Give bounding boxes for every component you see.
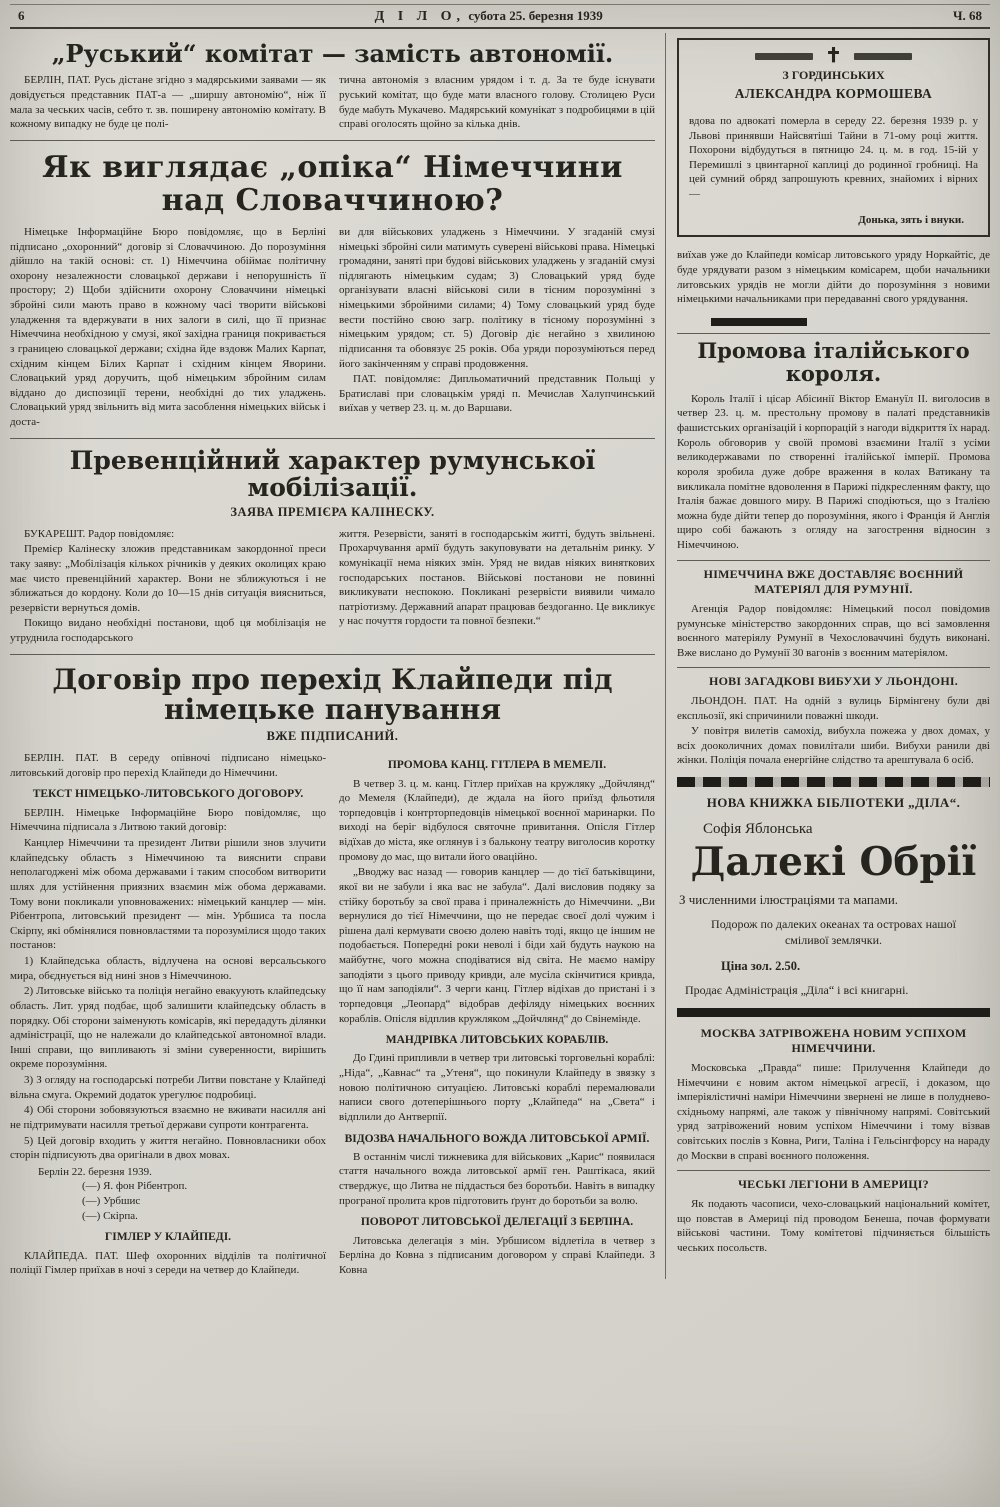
obituary-header: [689, 46, 978, 66]
article-paragraph: В четвер 3. ц. м. канц. Гітлер приїхав на кружляку „Дойчлянд“ до Мемеля (Клайпеди), де ждала на його приїзд фльотиля торпедовців і контрторпедовців німецької воєнної маринарки. По виході на беріг відбулося святочне привитання. Опісля Гітлер відїхав до міста, яке оглянув і з балькону театру виголосив коротку промову до мас, що витали його оваційно.: [339, 777, 655, 863]
article-subhead: ГІМЛЕР У КЛАЙПЕДІ.: [104, 1231, 232, 1244]
ink-smudge: [711, 318, 807, 326]
column-1: [10, 73, 326, 133]
article-columns: [10, 527, 655, 647]
column-2: [339, 527, 655, 647]
article-paragraph: Німецьке Інформаційне Бюро повідомляє, що в Берліні підписано „охоронний“ договір зі Словаччиною. До порозуміння дійшло на такій основі: ст. 1) Німеччина обіймає політичну охорону незалежности словацької держави і непорушність її простору; 2) Щоби здійснити охорону Словаччини німецькі збройні сили мають право в кожному часі творити військові уладження та вдержувати в них залоги в силі, що її признає Німеччина необхідною у смузі, якої західна границя покривається з границею словацької держави; східна йде вздовж Малих Карпат, східним кінцем Білих Карпат і східним кінцем Яворини. Словацький уряд доручить, щоб німецьким збройним силам віддано до диспозиції терени, необхідні до тих уладжень. Словацький уряд звільнить від мита засоблення німецьких військ і доста-: [10, 225, 326, 429]
article-subhead: ВІДОЗВА НАЧАЛЬНОГО ВОЖДА ЛИТОВСЬКОЇ АРМІЇ.: [344, 1132, 650, 1145]
ad-book-title: Далекі Обрії: [690, 839, 977, 886]
signature-line: (—) Скірпа.: [82, 1209, 138, 1222]
article-paragraph: Король Італії і цісар Абісинії Віктор Емануїл II. виголосив в четвер 23. ц. м. престольну промову в палаті представників фашистських організацій і корпорацій з нагоди відкриття їх нарад. Король обговорив у своїй промові взаємини Італії з усіми великодержавами по створенні італійської імперії. Промова короля зробила дуже добре враження в колах Ватикану та викликала помітне вдоволення в Парижі підкресленням факту, що Італія бажає довшого миру. В Парижі сподіються, що з Італією можна буде дійти тепер до порозуміння, якого і Франція й Англія щиро собі бажають з огляду на загострення відносин з Німеччиною.: [677, 392, 990, 552]
article-paragraph: Канцлер Німеччини та президент Литви рішили знов злучити клайпедську область з Німеччиною та вияснити справи неполагоджені між обома державами і таким способом витворити шлях для устійнення приязних взаємин між обома державами. Тому вони покликали уповноважених: німецький канцлер — мін. Рібентропа, литовський президент — мін. Урбшиса та посла Скірпу, які обмінялися повновластями та порозумілися щодо таких постанов:: [10, 837, 326, 952]
ad-seller: Продає Адміністрація „Діла“ і всі книгарні.: [685, 982, 909, 997]
ink-smudge: [677, 777, 990, 787]
article-ruskyi-komitat: [10, 41, 655, 133]
obituary-notice: [677, 38, 990, 237]
article-subhead: ПРОМОВА КАНЦ. ГІТЛЕРА В МЕМЕЛІ.: [387, 759, 607, 772]
ink-smudge: [755, 53, 813, 60]
article-paragraph: Агенція Радор повідомляє: Німецький посол повідомив румунське міністерство закордонних справ, що всі замовлення воєнного матеріялу Румунії в Чехословаччині будуть виконані. Вже вислано до Румунії 30 вагонів з воєнним матеріялом.: [677, 602, 990, 659]
signature-line: (—) Урбшис: [82, 1195, 141, 1208]
article-title: Превенційний характер румунської мобілізації.: [69, 445, 596, 503]
column-2: [339, 225, 655, 431]
section-divider: [677, 667, 990, 668]
ad-price: Ціна зол. 2.50.: [721, 959, 801, 974]
obituary-name: АЛЕКСАНДРА КОРМОШЕВА: [734, 85, 933, 101]
article-paragraph: 1) Клайпедська область, відлучена на основі версальського мира, обєднується від нині знов з Німеччиною.: [10, 955, 326, 982]
ink-smudge: [854, 53, 912, 60]
issue-number: Ч. 68: [952, 8, 982, 23]
article-moscow-alarmed: [677, 1026, 990, 1164]
article-title: Договір про перехід Клайпеди під німецьке панування: [52, 662, 613, 727]
article-paragraph: „Вводжу вас назад — говорив канцлер — до тієї батьківщини, якої ви не забули і яка вас не забула“. Далі висловив подяку за стійку боротьбу за свої права і приналежність до Німеччини. „Ви вернулися до тієї Німеччини, що не передає своєї долі чужим і рішена далі кермувати своєю долею навіть тоді, якщо це іншим не подобається. Попередні роки неволі і біди хай будуть наукою на майбутнє, чого можна сподіватися від світа. Не маємо наміру заподіяти з цього приводу кривди, але мусіла скінчитися кривда, що її нам заподіяли“. З черги канц. Гітлер відіхав до пристані і з торпедовця „Леопард“ відобрав дефіляду німецьких воєнних кораблів. Опісля відплив кружляком „Дойчлянд“ до Свінемінде.: [339, 866, 655, 1025]
article-paragraph: 3) З огляду на господарські потреби Литви повстане у Клайпеді вільна смуга. Окремий додаток урегулює подробиці.: [10, 1074, 326, 1101]
column-2: [339, 751, 655, 1279]
article-subtitle: ВЖЕ ПІДПИСАНИЙ.: [266, 729, 399, 744]
article-title: Промова італійського короля.: [697, 337, 970, 387]
newspaper-title: [375, 8, 603, 25]
signature-line: (—) Я. фон Рібентроп.: [82, 1180, 188, 1193]
newspaper-date: субота 25. березня 1939: [468, 8, 603, 23]
article-mobilizatsia-rumunii: [10, 447, 655, 647]
section-divider: [677, 560, 990, 561]
article-paragraph: ви для військових уладжень з Німеччини. У згаданій смузі німецькі збройні сили матимуть суверені військові права. Німецькі громадяни, заняті при будові військових уладжень у згаданій смузі підлягають німецьким судам; 3) Словацький уряд буде організувати власні військові сили в тісним порозумінні з німецькими збройними силами; 4) Тому словацький уряд буде вести постійно свою загр. політику в тісному порозумінні з німецьким урядом; ст. 5) Договір діє негайно з хвилиною підписання та обовязує 25 років. Оба уряди порозуміються перед його закінченням у справі продовження.: [339, 225, 655, 370]
article-paragraph: В останнім числі тижневика для військових „Карис“ появилася стаття начального вожда литовської армії ген. Раштікаса, який стверджує, що Литва не піддасться без боротьби. Навіть в випадку програної пролита кров підготовить ґрунт до боротьби за волю.: [339, 1150, 655, 1207]
section-divider: [677, 1170, 990, 1171]
article-subhead: ПОВОРОТ ЛИТОВСЬКОЇ ДЕЛЕГАЦІЇ З БЕРЛІНА.: [360, 1216, 634, 1229]
section-divider: [10, 654, 655, 655]
column-1: [10, 527, 326, 647]
article-paragraph: БЕРЛІН. ПАТ. В середу опівночі підписано німецько-литовський договір про перехід Клайпеди до Німеччини.: [10, 752, 326, 779]
article-paragraph: ПАТ. повідомляє: Дипльоматичний представник Польщі у Братиславі при словацькім уряді п. Мечислав Халупчинський виїхав у четвер 23. ц. м. до Варшави.: [339, 373, 655, 415]
article-paragraph: БЕРЛІН, ПАТ. Русь дістане згідно з мадярськими заявами — як довідується представник ПАТ-а — „ширшу автономію“, ніж її мала за чеських часів, себто т. зв. поширену автономію комітату. В кожному випадку не буде це полі-: [10, 74, 326, 131]
section-divider: [10, 438, 655, 439]
article-paragraph: КЛАЙПЕДА. ПАТ. Шеф охоронних відділів та політичної поліції Гімлер приїхав в ночі з середи на четвер до Клайпеди.: [10, 1249, 326, 1277]
obituary-family: З ГОРДИНСЬКИХ: [782, 68, 885, 82]
article-title: „Руський“ комітат — замість автономії.: [51, 39, 614, 68]
article-dateline: Берлін 22. березня 1939.: [38, 1165, 152, 1178]
ink-smudge: [677, 1008, 990, 1017]
article-title: НІМЕЧЧИНА ВЖЕ ДОСТАВЛЯЄ ВОЄННИЙ МАТЕРІЯЛ ДЛЯ РУМУНІЇ.: [703, 566, 964, 597]
article-paragraph: Литовська делегація з мін. Урбшисом відлетіла в четвер з Берліна до Ковна з підписаним договором у справі Клайпеди. З Ковна: [339, 1234, 655, 1276]
article-subtitle: ЗАЯВА ПРЕМІЄРА КАЛІНЕСКУ.: [230, 504, 435, 519]
left-section: [10, 33, 665, 1279]
article-romania-material: [677, 567, 990, 661]
article-title: НОВІ ЗАГАДКОВІ ВИБУХИ У ЛЬОНДОНІ.: [709, 674, 958, 689]
ad-kicker: НОВА КНИЖКА БІБЛІОТЕКИ „ДІЛА“.: [706, 795, 961, 811]
column-2: [339, 73, 655, 133]
article-czech-legions: [677, 1177, 990, 1255]
article-italy-speech: [677, 339, 990, 553]
article-paragraph: БЕРЛІН. Німецьке Інформаційне Бюро повідомляє, що Німеччина підписала з Литвою такий договір:: [10, 806, 326, 834]
column-1: [10, 751, 326, 1279]
article-columns: [10, 73, 655, 133]
article-title: МОСКВА ЗАТРІВОЖЕНА НОВИМ УСПІХОМ НІМЕЧЧИНИ.: [700, 1025, 967, 1056]
article-paragraph: ЛЬОНДОН. ПАТ. На одній з вулиць Бірмінгену були дві експльозії, які спричинили поважні шкоди.: [677, 694, 990, 722]
ad-description: Подорож по далеких океанах та островах нашої сміливої землячки.: [711, 916, 956, 948]
page-content: [10, 33, 990, 1279]
column-1: [10, 225, 326, 431]
section-divider: [677, 333, 990, 334]
article-paragraph: Покищо видано необхідні постанови, щоб ця мобілізація не утруднила господарського: [10, 617, 326, 645]
ad-subtitle: З численними ілюстраціями та мапами.: [679, 892, 899, 908]
page-number: 6: [18, 8, 25, 23]
article-paragraph: 2) Литовське військо та поліція негайно евакуують клайпедську область. Лит. уряд подбає, щоб залишити клайпедську область в порядку. Обі сторони заіменують комісарів, які передадуть ділянки адміністрації, що не належали до клайпедської автономної влади. Інші справи, що випливають зі зміни суверенности, вирішить окреме порозуміння.: [10, 985, 326, 1071]
article-columns: [10, 225, 655, 431]
article-opika-slovachchyna: [10, 151, 655, 431]
article-title: ЧЕСЬКІ ЛЕГІОНИ В АМЕРИЦІ?: [738, 1177, 929, 1192]
article-columns: [10, 751, 655, 1279]
article-paragraph: Премієр Калінеску зложив представникам закордонної преси таку заяву: „Мобілізація кількох річників у деяких околицях краю має чисто превенційний характер. Вони не зближуються і не зближаться до кордону. Коли до 10—15 днів ситуація виясниться, резервісти вернуться домів.: [10, 543, 326, 614]
article-paragraph: 4) Обі сторони зобовязуються взаємно не вживати насилля ані не підтримувати насилля третьої держави супроти контрагента.: [10, 1104, 326, 1131]
article-paragraph: Як подають часописи, чехо-словацький національний комітет, що повстав в Америці під проводом Бенеша, почав формувати військові частини. Тому комітетові підчиняється більшість чеських посольств.: [677, 1197, 990, 1254]
article-paragraph: Московська „Правда“ пише: Прилучення Клайпеди до Німеччини є новим актом німецької агресії, і доказом, що імперіялістичні наміри Німеччини звернені не лише в полуднево-східньому напрямі, але також у північному напрямі. Совітський уряд затрівожений новим успіхом Німеччини і тому візвав совітських послів з Ковна, Риги, Таліна і Гельсінгфорсу на нараду до Москви в справі воєнного положення.: [677, 1061, 990, 1162]
article-london-explosions: [677, 674, 990, 768]
article-paragraph: 5) Цей договір входить у життя негайно. Повновласники обох сторін підписують два оригінали в двох мовах.: [10, 1134, 326, 1162]
section-divider: [10, 140, 655, 141]
obituary-signature: Донька, зять і внуки.: [858, 213, 964, 226]
obituary-text: вдова по адвокаті померла в середу 22. березня 1939 р. у Львові принявши Найсвятіші Тайни в 71-ому році життя. Похорони відбудуться в пятницю 24. ц. м. в год. 15-ій у Перемишлі з цвинтарної каплиці до родинної гробниці. На цей сумний обряд запрошують кревних, знайомих і вірних —: [689, 114, 978, 201]
article-subhead: МАНДРІВКА ЛИТОВСЬКИХ КОРАБЛІВ.: [385, 1034, 609, 1047]
article-paragraph: До Гдині припливли в четвер три литовські торговельні кораблі: „Ніда“, „Кавнас“ та „Утеня“, що покинули Клайпеду в звязку з новою політичною ситуацією. Литовські кораблі перемалювали написи свого дотеперішнього порту „Клайпеда“ на „Света“ і відплили до Антверпії.: [339, 1052, 655, 1123]
article-klaipeda-dohovir: [10, 662, 655, 1279]
continuation-paragraph: виїхав уже до Клайпеди комісар литовського уряду Норкайтіс, де буде урядувати разом з німецьким комісарем, щоби начальники литовських урядів не могли дійти до порозуміння з новими німецькими начальниками при передаванні свого урядування.: [677, 249, 990, 306]
article-subhead: ТЕКСТ НІМЕЦЬКО-ЛИТОВСЬКОГО ДОГОВОРУ.: [32, 788, 304, 801]
article-paragraph: тична автономія з власним урядом і т. д. За те буде існувати руський комітат, що буде мати власного голову. Столицею Руси буде мабуть Мукачево. Мадярський комунікат з подробицями в цій справі оголосять щойно за кілька днів.: [339, 74, 655, 131]
right-column: [665, 33, 990, 1279]
newspaper-name: Д І Л О,: [374, 9, 466, 24]
article-paragraph: життя. Резервісти, заняті в господарськім житті, будуть звільнені. Прохарчування армії будуть закуповувати на детальнім ринку. У комунікації нема ніяких змін. Уряд не видав ніяких виняткових господарських постанов. Військові постанови не повинні викликувати неспокою. Покликані резервісти виявили чимало патріотизму. Державний апарат працював бездоганно. Це викликує у нас почуття гордости та повної безпеки.“: [339, 527, 655, 628]
article-title: Як виглядає „опіка“ Німеччини над Словаччиною?: [42, 149, 623, 218]
article-paragraph: У повітря вилетів самохід, вибухла пожежа у двох домах, у всіх дооколичних домах повилітали шиби. Вибухи ранили дві жінки. Поліція почала енергійне слідство та арештувала 6 осіб.: [677, 725, 990, 767]
ad-author: Софія Яблонська: [703, 821, 813, 838]
article-paragraph: БУКАРЕШТ. Радор повідомляє:: [24, 527, 175, 540]
masthead: [10, 4, 990, 29]
cross-icon: ✝: [825, 45, 842, 67]
book-advertisement: [677, 794, 990, 999]
